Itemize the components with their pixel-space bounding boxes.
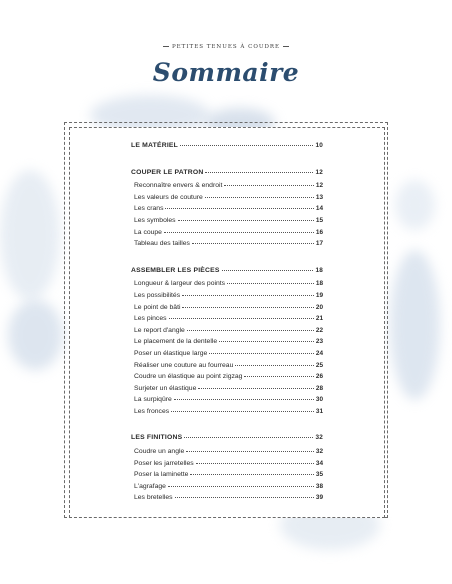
- toc-entry: Les fronces 31: [134, 407, 323, 415]
- watercolor-wash: [8, 300, 63, 370]
- toc-heading: ASSEMBLER LES PIÈCES 18: [131, 266, 323, 274]
- toc-entry: La coupe 16: [134, 228, 323, 236]
- toc-entry: Les possibilités 19: [134, 291, 323, 299]
- toc-entry: Les crans 14: [134, 205, 323, 213]
- toc-section-assembler: [131, 267, 323, 420]
- page-title: Sommaire: [152, 58, 300, 87]
- toc-entry: L'agrafage 38: [134, 482, 323, 490]
- watercolor-wash: [390, 250, 440, 400]
- toc-entry: Les pinces 21: [134, 315, 323, 323]
- table-of-contents: [131, 142, 323, 521]
- toc-entry: Surjeter un élastique 28: [134, 384, 323, 392]
- toc-entry: Le placement de la dentelle 23: [134, 338, 323, 346]
- watercolor-wash: [0, 170, 60, 300]
- toc-heading: LES FINITIONS 32: [131, 434, 323, 442]
- toc-section-finitions: [131, 434, 323, 506]
- toc-entry: Le report d'angle 22: [134, 326, 323, 334]
- watercolor-wash: [395, 180, 435, 230]
- toc-entry: Coudre un angle 32: [134, 448, 323, 456]
- toc-entry: Poser un élastique large 24: [134, 349, 323, 357]
- book-supertitle: PETITES TENUES À COUDRE: [0, 44, 452, 50]
- toc-entry: Réaliser une couture au fourreau 25: [134, 361, 323, 369]
- toc-entry: Poser les jarretelles 34: [134, 459, 323, 467]
- toc-entry: La surpiqûre 30: [134, 396, 323, 404]
- toc-section-patron: [131, 169, 323, 252]
- toc-heading: LE MATÉRIEL 10: [131, 142, 323, 149]
- toc-entry: Coudre un élastique au point zigzag 26: [134, 373, 323, 381]
- toc-section-materiel: [131, 142, 323, 154]
- toc-entry: Longueur & largeur des points 18: [134, 280, 323, 288]
- toc-heading: COUPER LE PATRON 12: [131, 168, 323, 176]
- toc-entry: Les bretelles 39: [134, 494, 323, 502]
- toc-entry: Reconnaître envers & endroit 12: [134, 182, 323, 190]
- toc-entry: Les symboles 15: [134, 216, 323, 224]
- toc-entry: Le point de bâti 20: [134, 303, 323, 311]
- toc-entry: Tableau des tailles 17: [134, 240, 323, 248]
- toc-entry: Les valeurs de couture 13: [134, 193, 323, 201]
- toc-entry: Poser la laminette 35: [134, 471, 323, 479]
